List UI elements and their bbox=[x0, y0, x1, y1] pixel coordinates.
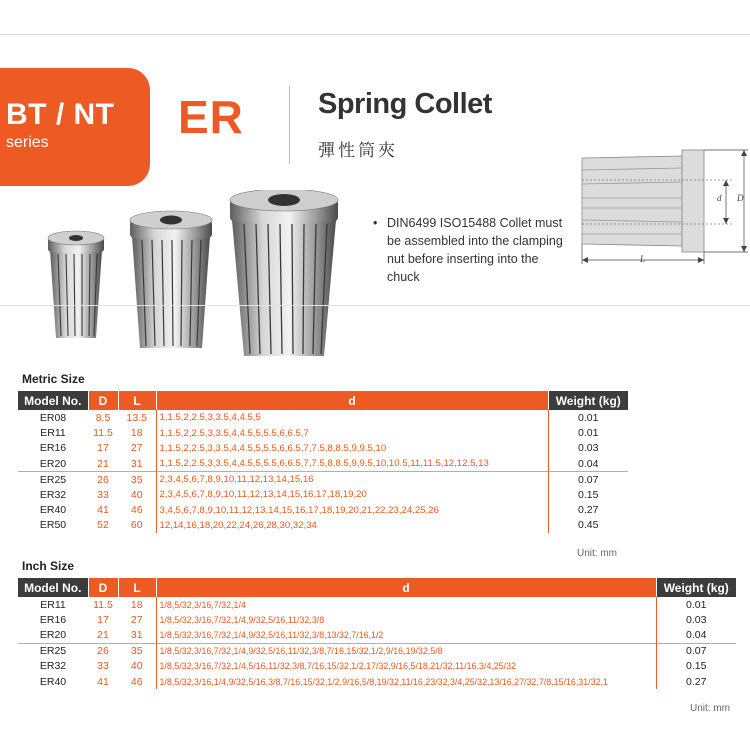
cell-L: 18 bbox=[130, 598, 143, 611]
cell-weight: 0.07 bbox=[656, 643, 736, 658]
table-row bbox=[18, 518, 628, 533]
metric-size-table bbox=[18, 391, 628, 533]
table-header-row bbox=[18, 391, 628, 410]
metric-section-title: Metric Size bbox=[22, 372, 85, 386]
cell-model: ER16 bbox=[39, 614, 67, 627]
cell-model: ER11 bbox=[40, 598, 66, 611]
cell-d-values: 1/8,5/32,3/16,7/32,1/4,9/32,5/16,11/32,3/8,13/32,7/16,1/2 bbox=[156, 628, 656, 643]
cell-D: 41 bbox=[97, 675, 109, 688]
top-divider bbox=[0, 34, 750, 35]
cell-d-values: 1,1.5,2,2.5,3,3.5,4,4.5,5 bbox=[156, 410, 548, 425]
cell-d-values: 1/8,5/32,3/16,7/32,1/4 bbox=[156, 597, 656, 612]
col-header-D: D bbox=[88, 391, 118, 410]
cell-d-values: 1/8,5/32,3/16,1/4,9/32,5/16,3/8,7/16,15/32,1/2,9/16,5/8,19/32,11/16,23/32,3/4,25/32,13/16,27/32,7/8,15/16,31/32,1 bbox=[156, 674, 656, 689]
cell-model: ER32 bbox=[39, 488, 67, 501]
col-header-weight: Weight (kg) bbox=[548, 391, 628, 410]
cell-model: ER32 bbox=[39, 660, 67, 673]
cell-L: 13.5 bbox=[126, 411, 147, 424]
series-label: series bbox=[6, 134, 49, 151]
cell-d-values: 1/8,5/32,3/16,7/32,1/4,9/32,5/16,11/32,3/8,7/16,15/32,1/2,9/16,19/32,5/8 bbox=[156, 643, 656, 658]
dim-label-D: D bbox=[737, 193, 744, 203]
table-row bbox=[18, 425, 628, 440]
cell-weight: 0.01 bbox=[578, 411, 599, 424]
cell-model: ER11 bbox=[40, 427, 66, 440]
table-row bbox=[18, 487, 628, 502]
cell-d-values: 2,3,4,5,6,7,8,9,10,11,12,13,14,15,16 bbox=[156, 472, 548, 487]
cell-d-values: 1,1.5,2,2.5,3,3.5,4,4.5,5,5.5,6,6.5,7 bbox=[156, 425, 548, 440]
cell-D: 8.5 bbox=[95, 411, 111, 424]
cell-model: ER40 bbox=[39, 675, 67, 688]
table-header-row bbox=[18, 578, 736, 597]
collet-dimension-diagram bbox=[574, 140, 750, 270]
cell-L: 60 bbox=[130, 519, 143, 532]
large-collet-shape bbox=[230, 190, 338, 356]
section-divider bbox=[0, 305, 750, 306]
cell-model: ER16 bbox=[39, 442, 67, 455]
dim-label-L: L bbox=[640, 254, 646, 264]
cell-d-values: 2,3,4,5,6,7,8,9,10,11,12,13,14,15,16,17,18,19,20 bbox=[156, 487, 548, 502]
inch-section-title: Inch Size bbox=[22, 559, 75, 573]
title-separator bbox=[289, 86, 290, 164]
table-row bbox=[18, 441, 628, 456]
cell-L: 27 bbox=[130, 442, 143, 455]
col-header-L: L bbox=[118, 578, 156, 597]
cell-D: 17 bbox=[97, 614, 109, 627]
cell-d-values: 1,1.5,2,2.5,3,3.5,4,4.5,5,5.5,6,6.5,7,7.5,8,8.5,9,9.5,10 bbox=[156, 441, 548, 456]
cell-model: ER25 bbox=[18, 643, 88, 658]
cell-D: 11.5 bbox=[93, 427, 113, 440]
cell-D: 21 bbox=[97, 629, 109, 642]
cell-L: 31 bbox=[130, 629, 143, 642]
cell-L: 27 bbox=[130, 614, 143, 627]
cell-d-values: 12,14,16,18,20,22,24,26,28,30,32,34 bbox=[156, 518, 548, 533]
product-code: ER bbox=[178, 91, 244, 143]
cell-model: ER50 bbox=[39, 519, 67, 532]
table-row bbox=[18, 628, 736, 643]
cell-weight: 0.15 bbox=[578, 488, 599, 501]
cell-d-values: 3,4,5,6,7,8,9,10,11,12,13,14,15,16,17,18,19,20,21,22,23,24,25,26 bbox=[156, 502, 548, 517]
metric-unit-note: Unit: mm bbox=[577, 548, 617, 559]
table-row bbox=[18, 674, 736, 689]
note-bullet: • bbox=[373, 216, 378, 230]
cell-L: 18 bbox=[130, 427, 143, 440]
small-collet-shape bbox=[48, 231, 104, 338]
cell-model: ER40 bbox=[39, 504, 67, 517]
cell-L: 46 bbox=[130, 504, 143, 517]
cell-L: 35 bbox=[118, 643, 156, 658]
cell-D: 26 bbox=[88, 643, 118, 658]
cell-D: 33 bbox=[97, 488, 109, 501]
col-header-weight: Weight (kg) bbox=[656, 578, 736, 597]
table-row bbox=[18, 456, 628, 471]
cell-weight: 0.15 bbox=[686, 660, 707, 673]
cell-weight: 0.04 bbox=[578, 457, 599, 470]
cell-weight: 0.01 bbox=[578, 427, 599, 440]
cell-d-values: 1/8,5/32,3/16,7/32,1/4,9/32,5/16,11/32,3/8 bbox=[156, 612, 656, 627]
inch-size-table bbox=[18, 578, 736, 689]
cell-weight: 0.27 bbox=[686, 675, 707, 688]
inch-unit-note: Unit: mm bbox=[690, 703, 730, 714]
cell-D: 26 bbox=[88, 472, 118, 487]
cell-weight: 0.03 bbox=[686, 614, 707, 627]
table-row bbox=[18, 410, 628, 425]
cell-D: 11.5 bbox=[93, 598, 113, 611]
cell-weight: 0.07 bbox=[548, 472, 628, 487]
table-row bbox=[18, 643, 736, 658]
col-header-L: L bbox=[118, 391, 156, 410]
cell-D: 33 bbox=[97, 660, 109, 673]
dim-label-d: d bbox=[717, 193, 722, 203]
table-row bbox=[18, 472, 628, 487]
col-header-d: d bbox=[156, 391, 548, 410]
cell-d-values: 1,1.5,2,2.5,3,3.5,4,4.5,5,5.5,6,6.5,7,7.5,8,8.5,9,9.5,10,10.5,11,11.5,12,12.5,13 bbox=[156, 456, 548, 471]
cell-weight: 0.03 bbox=[578, 442, 599, 455]
cell-D: 52 bbox=[97, 519, 109, 532]
col-header-d: d bbox=[156, 578, 656, 597]
cell-D: 17 bbox=[97, 442, 109, 455]
cell-model: ER20 bbox=[39, 457, 67, 470]
note-text: DIN6499 ISO15488 Collet must be assembled into the clamping nut before inserting into the chuck bbox=[387, 216, 563, 284]
table-row bbox=[18, 612, 736, 627]
cell-weight: 0.45 bbox=[578, 519, 599, 532]
cell-d-values: 1/8,5/32,3/16,7/32,1/4,5/16,11/32,3/8,7/16,15/32,1/2,17/32,9/16,5/18,21/32,11/16,3/4,25/32 bbox=[156, 659, 656, 674]
cell-D: 41 bbox=[97, 504, 109, 517]
cell-L: 35 bbox=[118, 472, 156, 487]
cell-weight: 0.01 bbox=[686, 598, 707, 611]
cell-weight: 0.27 bbox=[578, 504, 599, 517]
cell-weight: 0.04 bbox=[686, 629, 707, 642]
table-row bbox=[18, 659, 736, 674]
cell-L: 40 bbox=[130, 660, 143, 673]
medium-collet-shape bbox=[130, 211, 212, 348]
series-name: BT / NT bbox=[6, 98, 115, 131]
cell-model: ER08 bbox=[39, 411, 67, 424]
table-row bbox=[18, 597, 736, 612]
page-title-chinese: 彈性筒夾 bbox=[318, 141, 398, 160]
cell-model: ER25 bbox=[18, 472, 88, 487]
collet-product-image bbox=[40, 190, 340, 360]
col-header-D: D bbox=[88, 578, 118, 597]
cell-model: ER20 bbox=[39, 629, 67, 642]
col-header-model: Model No. bbox=[18, 391, 88, 410]
cell-D: 21 bbox=[97, 457, 109, 470]
cell-L: 31 bbox=[130, 457, 143, 470]
cell-L: 40 bbox=[130, 488, 143, 501]
table-row bbox=[18, 502, 628, 517]
page-title: Spring Collet bbox=[318, 88, 492, 120]
col-header-model: Model No. bbox=[18, 578, 88, 597]
cell-L: 46 bbox=[130, 675, 143, 688]
